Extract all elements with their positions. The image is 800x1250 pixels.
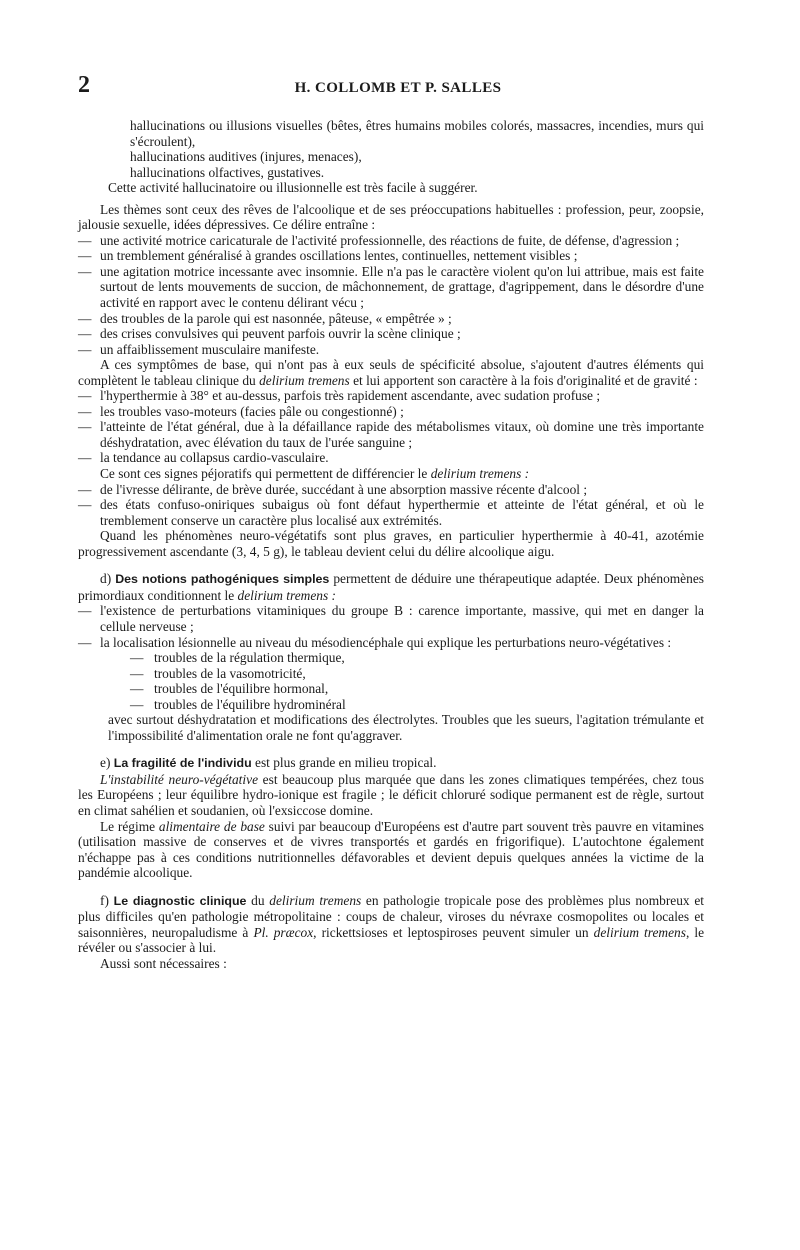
list-item: — des troubles de la parole qui est nasonnée, pâteuse, « empêtrée » ;: [78, 310, 452, 326]
section-heading: Des notions pathogéniques simples: [115, 572, 330, 587]
running-title: H. COLLOMB ET P. SALLES: [294, 80, 502, 96]
list-item: — des crises convulsives qui peuvent parfois ouvrir la scène clinique ;: [78, 326, 461, 342]
paragraph: Aussi sont nécessaires :: [100, 955, 227, 971]
list-item: — des états confuso-oniriques subaigus où font défaut hyperthermie et atteinte de l'état général, et où le tremblement conserve un caractère plus localisé aux extrémités.: [78, 497, 704, 528]
sub-list-item: — troubles de l'équilibre hormonal,: [130, 681, 329, 697]
list-item: — un affaiblissement musculaire manifeste.: [78, 341, 320, 357]
list-item: — les troubles vaso-moteurs (facies pâle ou congestionné) ;: [78, 403, 404, 419]
paragraph: Quand les phénomènes neuro-végétatifs sont plus graves, en particulier hyperthermie à 40-41, azotémie progressivement ascendante (3, 4, 5 g), le tableau devient celui du délire alcoolique aigu.: [78, 528, 704, 559]
section-f: f) Le diagnostic clinique du delirium tremens en pathologie tropicale pose des problèmes plus nombreux et plus difficiles qu'en pathologie métropolitaine : coups de chaleur, viroses du névraxe cosmopolites ou locales et saisonnières, neuropaludisme à Pl. præcox, rickettsioses et leptospiroses peuvent simuler un delirium tremens, le révéler ou s'associer à lui.: [78, 892, 705, 956]
sub-list-item: — troubles de la vasomotricité,: [130, 665, 306, 681]
list-item: — un tremblement généralisé à grandes oscillations lentes, continuelles, nettement visibles ;: [78, 248, 578, 264]
section-heading: Le diagnostic clinique: [113, 893, 247, 908]
section-d: d) Des notions pathogéniques simples permettent de déduire une thérapeutique adaptée. Deux phénomènes primordiaux conditionnent le delirium tremens :: [78, 571, 704, 603]
paragraph: L'instabilité neuro-végétative est beaucoup plus marquée que dans les zones climatiques tempérées, chez tous les Européens ; leur équilibre hydro-ionique est fragile ; le déficit chloruré sodique permanent est de règle, surtout en climat sahélien et soudanien, où l'exsiccose domine.: [78, 771, 704, 818]
sub-list-item: — troubles de la régulation thermique,: [130, 650, 345, 666]
list-item: — une agitation motrice incessante avec insomnie. Elle n'a pas le caractère violent qu'on lui attribue, mais est faite surtout de lents mouvements de succion, de mâchonnement, de grattage, d'agrippement, dans le désordre d'une activité en rapport avec le contenu délirant vécu ;: [78, 263, 704, 311]
hallucination-list: [78, 118, 704, 180]
paragraph: Les thèmes sont ceux des rêves de l'alcoolique et de ses préoccupations habituelles : profession, peur, zoopsie, jalousie sexuelle, idées dépressives. Ce délire entraîne :: [78, 201, 704, 233]
sub-list-item: — troubles de l'équilibre hydrominéral: [130, 696, 346, 712]
paragraph: A ces symptômes de base, qui n'ont pas à eux seuls de spécificité absolue, s'ajoutent d'autres éléments qui complètent le tableau clinique du delirium tremens et lui apportent son caractère à la fois d'originalité et de gravité :: [78, 357, 704, 388]
section-e: e) La fragilité de l'individu est plus grande en milieu tropical.: [100, 755, 437, 771]
list-item: — l'existence de perturbations vitaminiques du groupe B : carence importante, massive, qui met en danger la cellule nerveuse ;: [78, 603, 704, 634]
paragraph: Le régime alimentaire de base suivi par beaucoup d'Européens est d'autre part souvent très pauvre en vitamines (utilisation massive de conserves et de vivres transportés et gardés en frigorifique). L'autochtone également n'échappe pas à ces conditions nutritionnelles défavorables et devient depuis quelques années la victime de la pandémie alcoolique.: [78, 818, 705, 881]
hallucination-item: hallucinations ou illusions visuelles (bêtes, êtres humains mobiles colorés, massacres, incendies, murs qui s'écroulent),: [130, 118, 704, 149]
page-number: 2: [78, 72, 90, 98]
article-body: [78, 118, 704, 971]
paragraph: avec surtout déshydratation et modifications des électrolytes. Troubles que les sueurs, l'agitation trémulante et l'impossibilité d'alimentation orale ne font qu'aggraver.: [108, 712, 704, 743]
paragraph: Ce sont ces signes péjoratifs qui permettent de différencier le delirium tremens :: [100, 466, 530, 482]
paragraph: Cette activité hallucinatoire ou illusionnelle est très facile à suggérer.: [108, 180, 478, 196]
list-item: — l'hyperthermie à 38° et au-dessus, parfois très rapidement ascendante, avec sudation profuse ;: [78, 388, 601, 404]
list-item: — la localisation lésionnelle au niveau du mésodiencéphale qui explique les perturbations neuro-végétatives :: [78, 634, 672, 650]
list-item: — la tendance au collapsus cardio-vasculaire.: [78, 450, 329, 466]
page-header: [78, 72, 718, 104]
list-item: — de l'ivresse délirante, de brève durée, succédant à une absorption massive récente d'alcool ;: [78, 481, 588, 497]
list-item: — l'atteinte de l'état général, due à la défaillance rapide des métabolismes vitaux, où domine une très importante déshydratation, avec élévation du taux de l'urée sanguine ;: [78, 419, 704, 450]
list-item: — une activité motrice caricaturale de l'activité professionnelle, des réactions de fuite, de défense, d'agression ;: [78, 232, 680, 248]
hallucination-item: hallucinations olfactives, gustatives.: [130, 164, 325, 180]
hallucination-item: hallucinations auditives (injures, menaces),: [130, 149, 362, 165]
section-heading: La fragilité de l'individu: [113, 756, 252, 771]
